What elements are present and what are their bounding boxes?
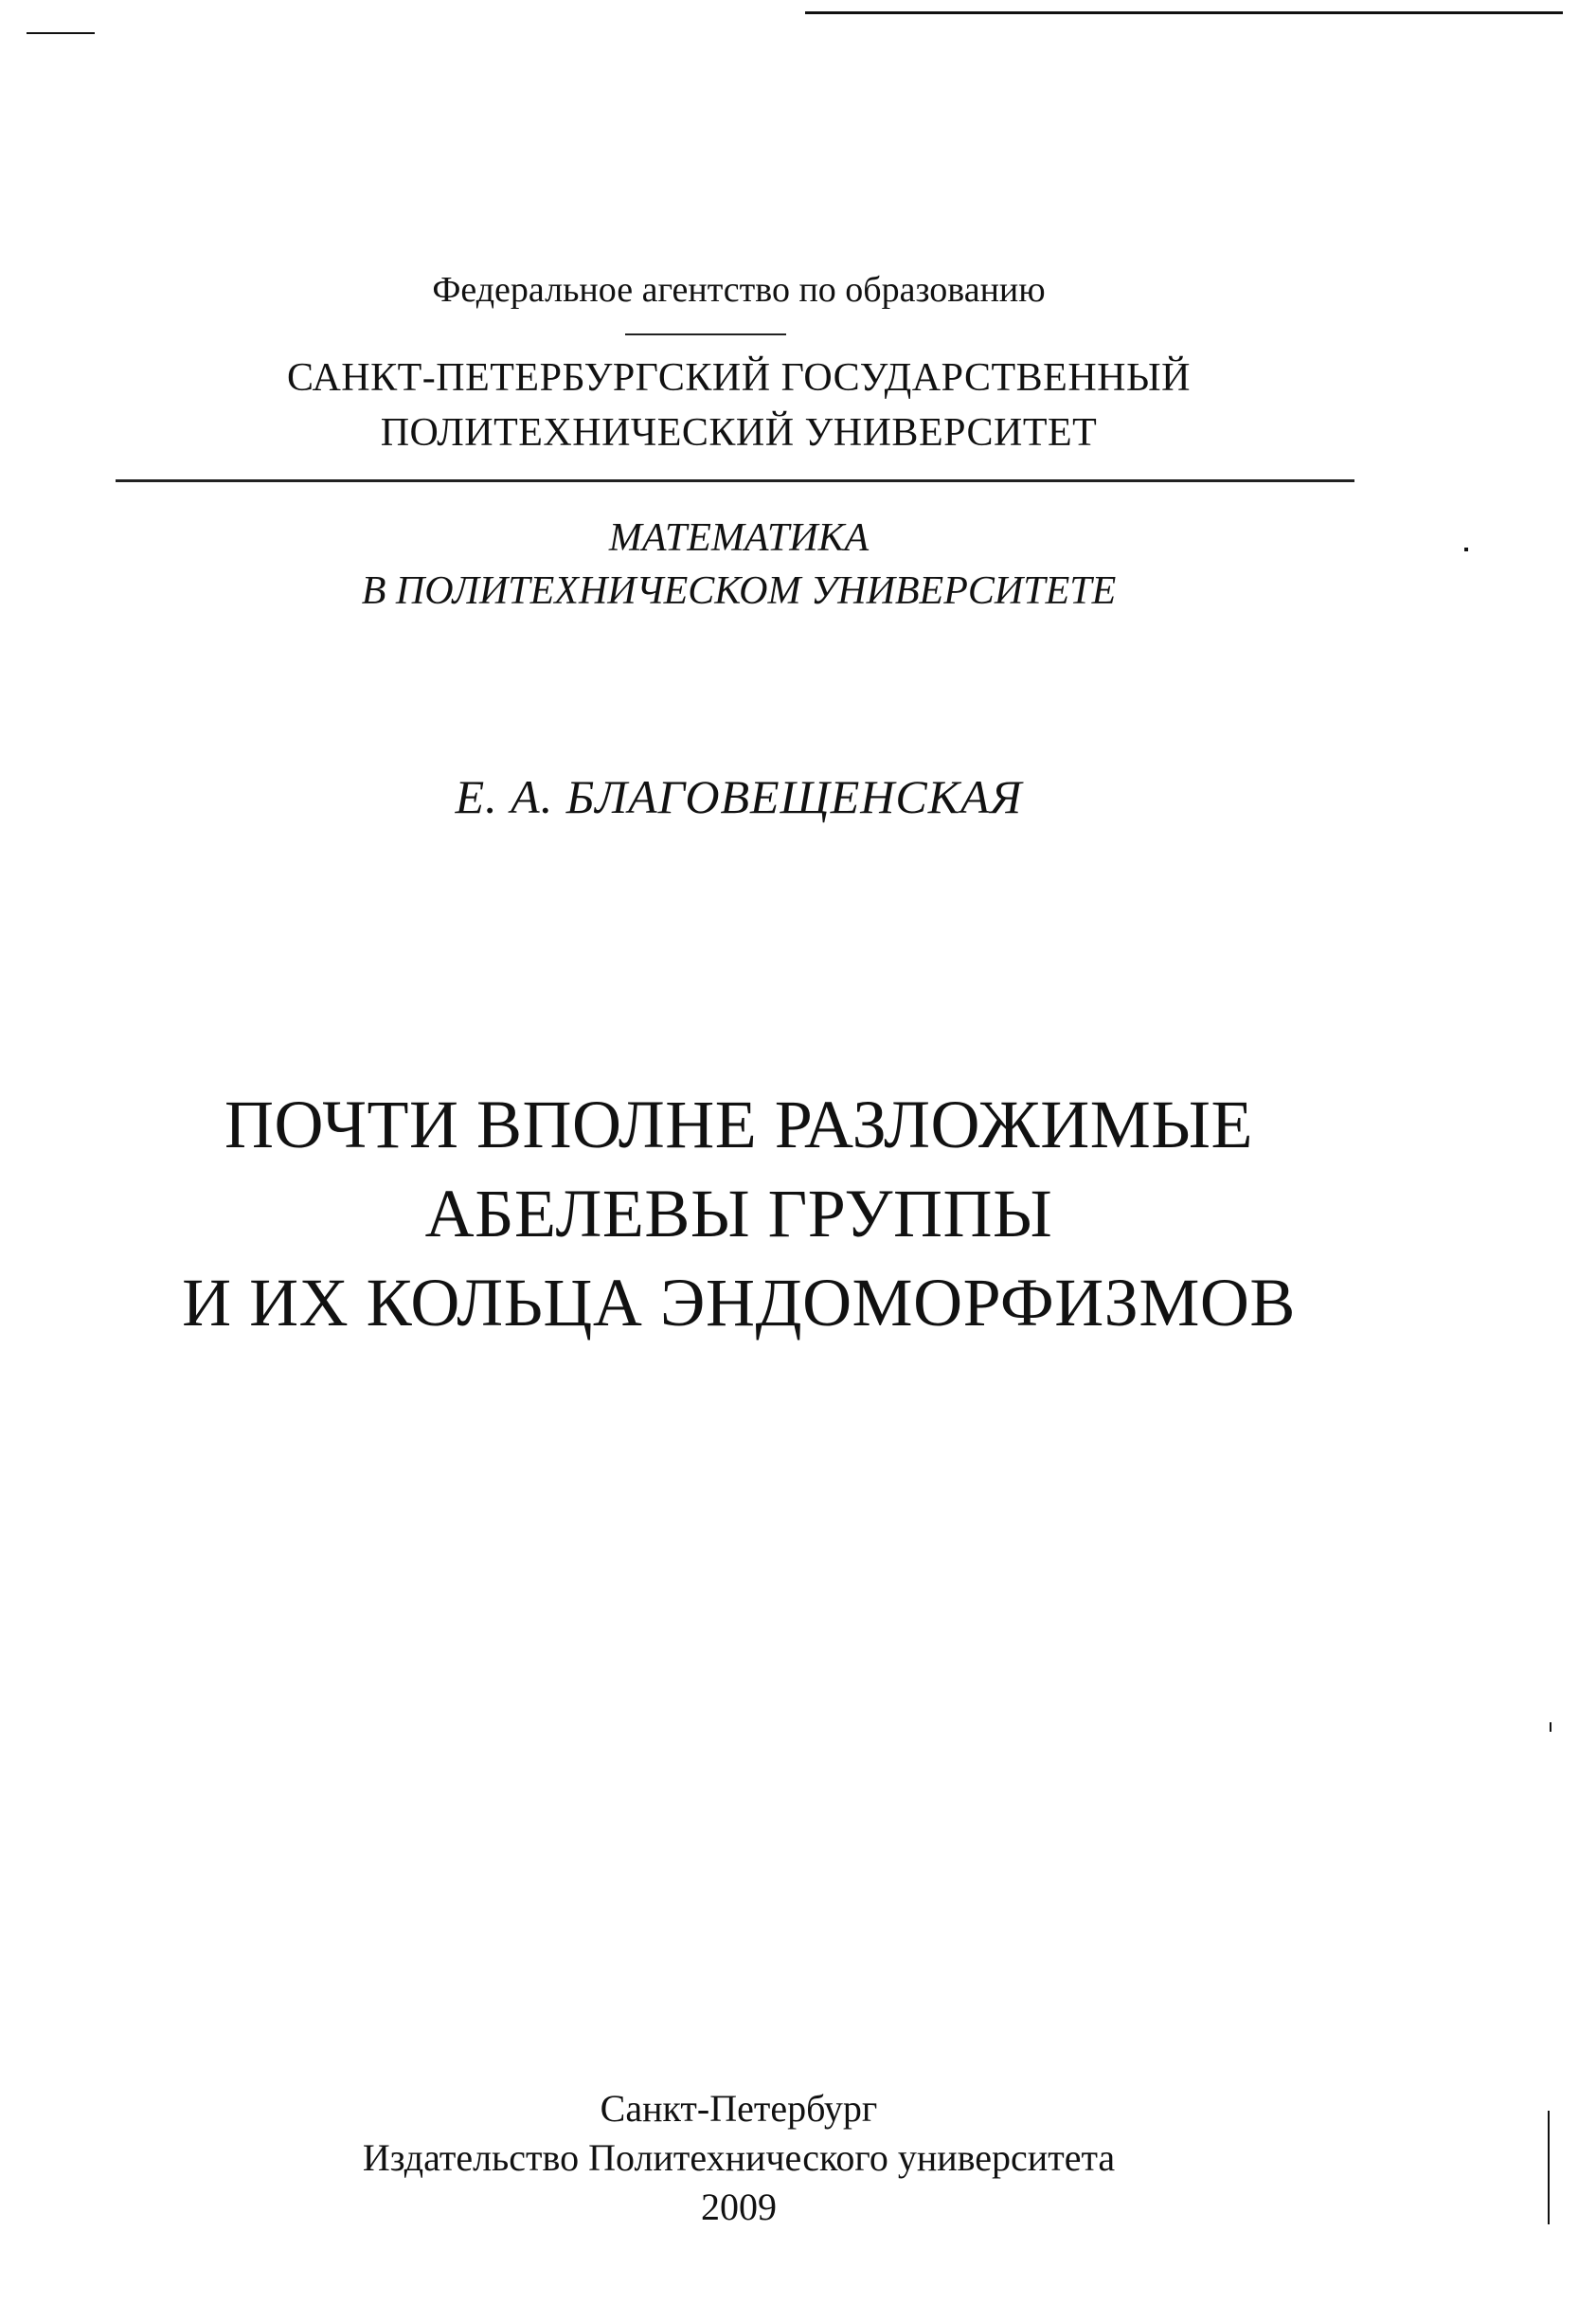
series-title-line-1: МАТЕМАТИКА	[608, 516, 870, 560]
imprint-year: 2009	[701, 2186, 777, 2228]
book-title	[0, 1080, 1478, 1347]
university-name	[0, 351, 1478, 460]
university-name-line-2: ПОЛИТЕХНИЧЕСКИЙ УНИВЕРСИТЕТ	[380, 411, 1098, 455]
imprint-publisher: Издательство Политехнического университета	[362, 2136, 1116, 2179]
book-title-line-3: И ИХ КОЛЬЦА ЭНДОМОРФИЗМОВ	[182, 1265, 1296, 1340]
agency-divider	[625, 333, 786, 335]
header-divider	[116, 479, 1354, 482]
scan-mark-top-right	[805, 11, 1563, 14]
series-title	[0, 512, 1478, 618]
book-title-line-1: ПОЧТИ ВПОЛНЕ РАЗЛОЖИМЫЕ	[224, 1087, 1253, 1162]
author-name: Е. А. БЛАГОВЕЩЕНСКАЯ	[455, 770, 1023, 823]
scan-mark-right-tick	[1550, 1722, 1551, 1732]
imprint	[0, 2084, 1478, 2232]
scan-mark-top-left	[27, 32, 95, 34]
imprint-city: Санкт-Петербург	[600, 2087, 878, 2130]
series-title-line-2: В ПОЛИТЕХНИЧЕСКОМ УНИВЕРСИТЕТЕ	[361, 569, 1117, 613]
university-name-line-1: САНКТ-ПЕТЕРБУРГСКИЙ ГОСУДАРСТВЕННЫЙ	[287, 356, 1191, 400]
book-title-line-2: АБЕЛЕВЫ ГРУППЫ	[424, 1176, 1053, 1251]
agency-name: Федеральное агентство по образованию	[432, 270, 1046, 310]
scan-mark-right-edge	[1548, 2111, 1550, 2224]
